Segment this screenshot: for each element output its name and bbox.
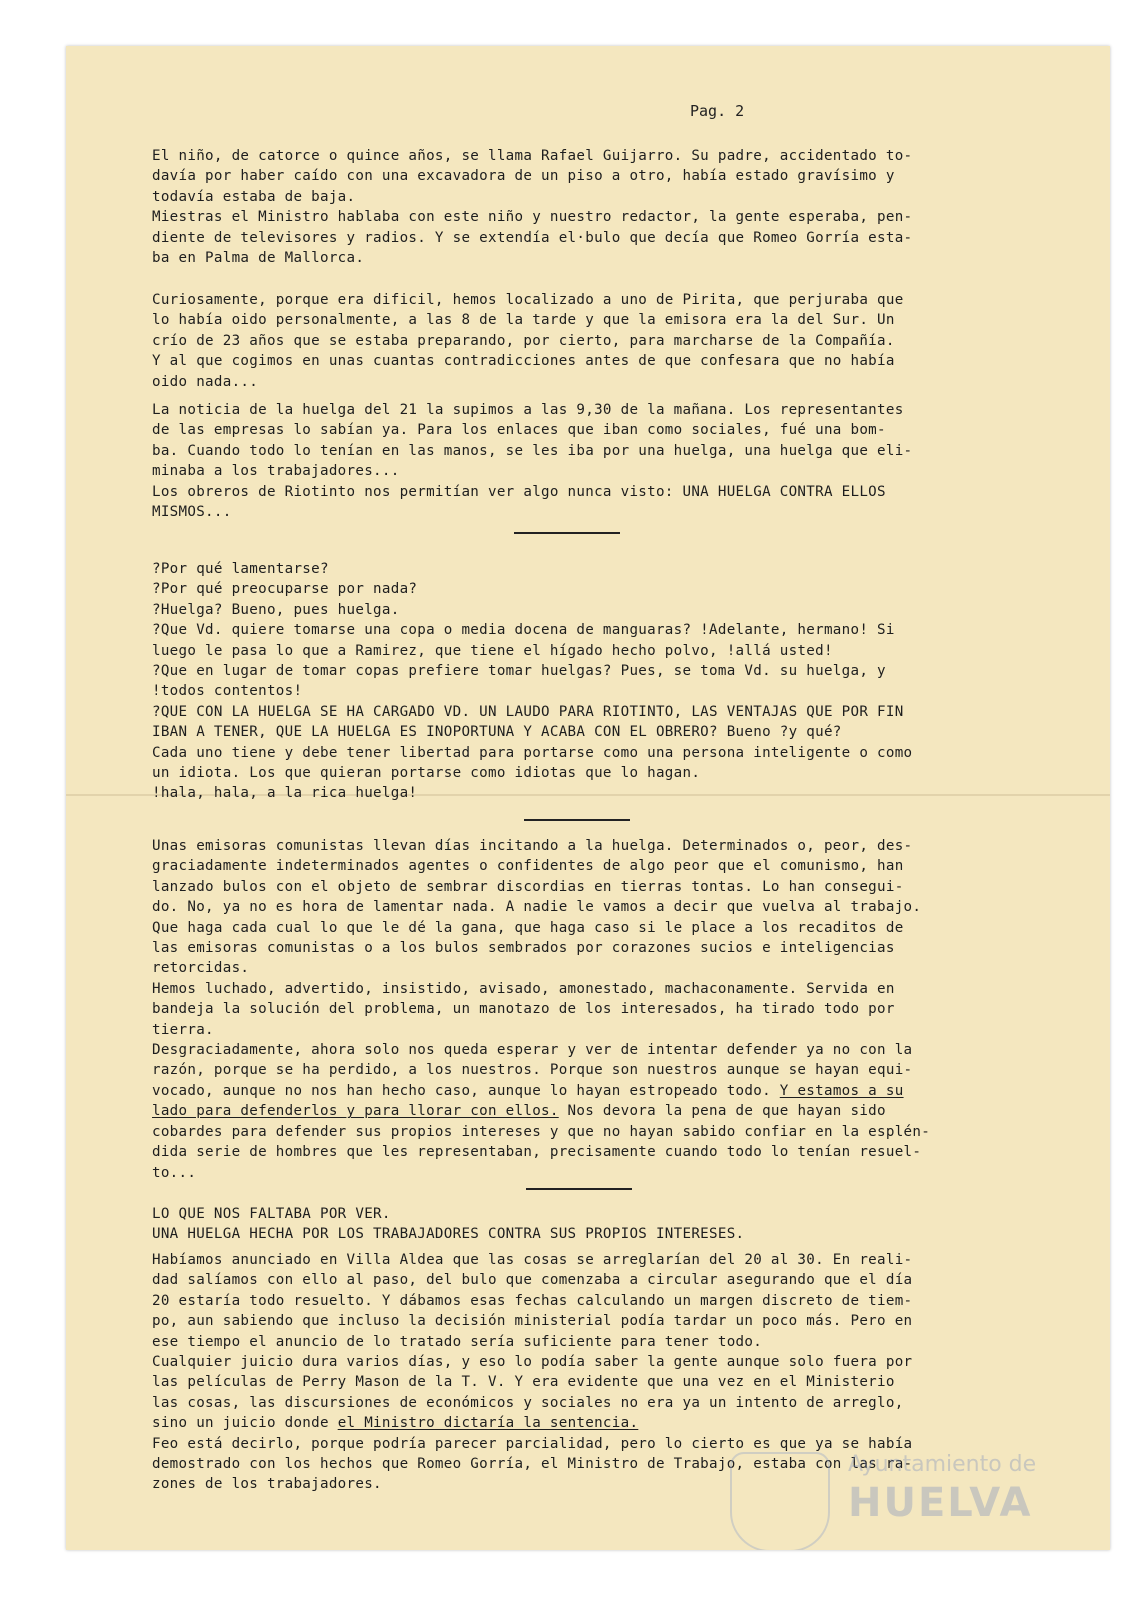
text-line: Cualquier juicio dura varios días, y eso lo podía saber la gente aunque solo fuera por [152,1354,913,1371]
text-line: todavía estaba de baja. [152,188,356,205]
text-line: to... [152,1164,197,1181]
text-line: Que haga cada cual lo que le dé la gana, que haga caso si le place a los recaditos de [152,919,904,936]
text-line: Los obreros de Riotinto nos permitían ver algo nunca visto: UNA HUELGA CONTRA ELLOS [152,483,886,500]
paragraph-block [152,290,904,392]
paragraph-block [152,836,930,1183]
page-number: Pag. 2 [690,102,745,120]
coat-of-arms-icon [730,1452,830,1550]
text-line: Desgraciadamente, ahora solo nos queda esperar y ver de intentar defender ya no con la [152,1042,913,1059]
section-divider-1 [514,532,620,534]
text-line: dad salíamos con ello al paso, del bulo que comenzaba a circular asegurando que el día [152,1272,913,1289]
text-line: ?Por qué lamentarse? [152,561,329,577]
text-line: minaba a los trabajadores... [152,463,400,480]
text-line: ba. Cuando todo lo tenían en las manos, se les iba por una huelga, una huelga que eli- [152,442,913,459]
text-line: dida serie de hombres que les representaban, precisamente cuando todo lo tenían resuel- [152,1144,922,1161]
text-line: Y al que cogimos en unas cuantas contradicciones antes de que confesara que no había [152,353,895,370]
text-line: ba en Palma de Mallorca. [152,250,365,267]
text-line: MISMOS... [152,504,232,521]
text-line: ?QUE CON LA HUELGA SE HA CARGADO VD. UN LAUDO PARA RIOTINTO, LAS VENTAJAS QUE POR FIN [152,703,904,720]
text-line: retorcidas. [152,960,250,977]
text-line: las películas de Perry Mason de la T. V. Y era evidente que una vez en el Ministerio [152,1374,895,1391]
text-line: lanzado bulos con el objeto de sembrar discordias en tierras tontas. Lo han consegui- [152,878,904,895]
text-line: lo había oido personalmente, a las 8 de la tarde y que la emisora era la del Sur. Un [152,312,895,329]
text-line: ?Por qué preocuparse por nada? [152,581,418,598]
text-line: davía por haber caído con una excavadora de un piso a otro, había estado gravísimo y [152,168,895,185]
text-line: sino un juicio donde el Ministro dictaría la sentencia. [152,1415,639,1432]
text-line: IBAN A TENER, QUE LA HUELGA ES INOPORTUNA Y ACABA CON EL OBRERO? Bueno ?y qué? [152,724,842,741]
section-divider-2 [524,819,630,821]
text-line: do. No, ya no es hora de lamentar nada. A nadie le vamos a decir que vuelva al trabajo. [152,899,922,916]
document-page [66,46,1110,1550]
text-line: las emisoras comunistas o a los bulos sembrados por corazones sucios e inteligencias [152,940,895,957]
text-line: cobardes para defender sus propios intereses y que no hayan sabido confiar en la esplén- [152,1123,931,1140]
archive-watermark [730,1446,1110,1550]
paragraph-block [152,1204,744,1245]
text-line: !hala, hala, a la rica huelga! [152,785,418,802]
text-line: Miestras el Ministro hablaba con este niño y nuestro redactor, la gente esperaba, pen- [152,209,913,226]
text-line: vocado, aunque no nos han hecho caso, aunque lo hayan estropeado todo. Y estamos a su [152,1082,904,1099]
text-line: Feo está decirlo, porque podría parecer parcialidad, pero lo cierto es que ya se había [152,1435,913,1452]
text-line: ese tiempo el anuncio de lo tratado sería suficiente para tener todo. [152,1333,763,1350]
text-line: LO QUE NOS FALTABA POR VER. [152,1206,391,1222]
text-line: crío de 23 años que se estaba preparando, por cierto, para marcharse de la Compañía. [152,332,895,349]
text-line: bandeja la solución del problema, un manotazo de los interesados, ha tirado todo por [152,1001,895,1018]
text-line: luego le pasa lo que a Ramirez, que tiene el hígado hecho polvo, !allá usted! [152,642,833,659]
watermark-line-2: HUELVA [848,1480,1033,1526]
text-line: ?Huelga? Bueno, pues huelga. [152,601,400,618]
text-line: tierra. [152,1021,214,1038]
text-line: un idiota. Los que quieran portarse como idiotas que lo hagan. [152,765,701,782]
text-line: Habíamos anunciado en Villa Aldea que las cosas se arreglarían del 20 al 30. En reali- [152,1252,913,1268]
text-line: demostrado con los hechos que Romeo Gorría, el Ministro de Trabajo, estaba con las ra- [152,1456,913,1473]
text-line: ?Que en lugar de tomar copas prefiere tomar huelgas? Pues, se toma Vd. su huelga, y [152,663,886,680]
text-line: Unas emisoras comunistas llevan días incitando a la huelga. Determinados o, peor, des- [152,838,913,854]
text-line: las cosas, las discursiones de económicos y sociales no era ya un intento de arreglo, [152,1394,904,1411]
text-line: La noticia de la huelga del 21 la supimos a las 9,30 de la mañana. Los representantes [152,402,904,418]
text-line: de las empresas lo sabían ya. Para los enlaces que iban como sociales, fué una bom- [152,422,886,439]
paragraph-block [152,400,912,522]
text-line: UNA HUELGA HECHA POR LOS TRABAJADORES CONTRA SUS PROPIOS INTERESES. [152,1226,745,1243]
watermark-line-1: Ayuntamiento de [848,1452,1037,1477]
text-line: ?Que Vd. quiere tomarse una copa o media docena de manguaras? !Adelante, hermano! Si [152,622,895,639]
section-divider-3 [526,1188,632,1190]
text-line: Curiosamente, porque era dificil, hemos localizado a uno de Pirita, que perjuraba que [152,292,904,308]
text-line: 20 estaría todo resuelto. Y dábamos esas fechas calculando un margen discreto de tiem- [152,1292,913,1309]
text-line: oido nada... [152,373,259,390]
text-line: graciadamente indeterminados agentes o confidentes de algo peor que el comunismo, han [152,858,904,875]
text-line: diente de televisores y radios. Y se extendía el·bulo que decía que Romeo Gorría esta- [152,229,913,246]
text-line: lado para defenderlos y para llorar con ellos. Nos devora la pena de que hayan sido [152,1103,886,1120]
text-line: Hemos luchado, advertido, insistido, avisado, amonestado, machaconamente. Servida en [152,980,895,997]
text-line: razón, porque se ha perdido, a los nuestros. Porque son nuestros aunque se hayan equi- [152,1062,913,1079]
text-line: zones de los trabajadores. [152,1476,382,1493]
paragraph-block [152,146,912,268]
text-line: po, aun sabiendo que incluso la decisión ministerial podía tardar un poco más. Pero en [152,1313,913,1330]
paragraph-block [152,559,912,804]
text-line: Cada uno tiene y debe tener libertad para portarse como una persona inteligente o como [152,744,913,761]
text-line: !todos contentos! [152,683,303,700]
text-line: El niño, de catorce o quince años, se llama Rafael Guijarro. Su padre, accidentado to- [152,148,913,164]
